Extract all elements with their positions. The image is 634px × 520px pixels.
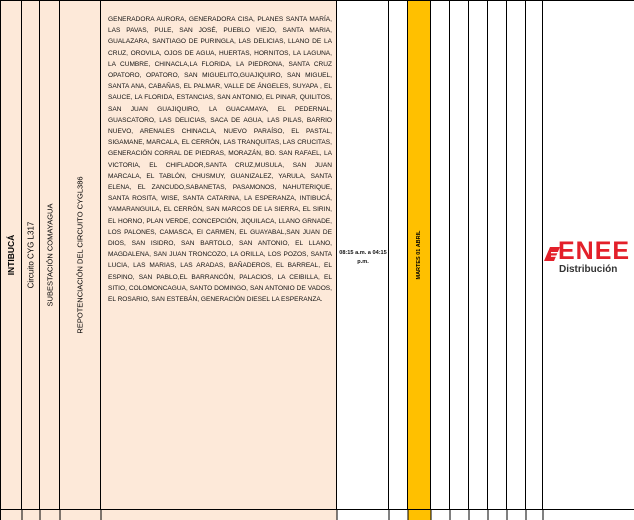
enee-logo <box>544 237 634 281</box>
day-label: MARTES 01 ABRIL <box>416 230 422 280</box>
substation-label: SUBESTACIÓN COMAYAGUA <box>45 203 54 307</box>
department-label: INTIBUCÁ <box>6 234 16 276</box>
circuit-label: Circuito CYG L317 <box>26 221 35 289</box>
blank-cell <box>488 0 507 510</box>
blank-cell <box>507 0 526 510</box>
schedule-text: 08:15 a.m. a 04:15 p.m. <box>339 250 387 265</box>
blank-cell <box>389 0 408 510</box>
department-cell <box>0 0 22 510</box>
work-reason-cell <box>60 0 101 510</box>
affected-areas-text: GENERADORA AURORA, GENERADORA CISA, PLANES SANTA MARÍA, LAS PAVAS, PULE, SAN JOSÉ, PUEBLO VIEJO, SANTA MARIA, GUALAZARA, SANTIAGO DE PURINGLA, LAS DELICIAS, LLANO DE LA CRUZ, OROVILA, OJOS DE AGUA, HUERTAS, HORNITOS, LA LAGUNA, LA CUMBRE, CHINACLA,LA FLORIDA, LA PIEDRONA, SANTA CRUZ OPATORO, OPATORO, SAN MIGUELITO,GUAJIQUIRO, SAN MIGUEL, SANTA ANA, CABAÑAS, EL PALMAR, VALLE DE ÁNGELES, SUYAPA , EL SAUCE, LA FLORIDA, ESTANCIAS, SAN ANTONIO, EL PINAR, QUILITOS, SAN JUAN GUAJIQUIRO, LA GUACAMAYA, EL PEDERNAL, GUASCATORO, LAS DELICIAS, SACA DE AGUA, LAS PILAS, BARRIO NUEVO, ARENALES CHINACLA, NUEVO PARAÍSO, EL PASTAL, SIGAMANE, MARCALA, EL CERRÓN, LAS TRANQUITAS, LAS CRUCITAS, GENERACIÓN CORRAL DE PIEDRAS, MORAZÁN, BO. SAN RAFAEL, LA VICTORIA, EL CHIFLADOR,SANTA CRUZ,MUSULA, SAN JUAN MARCALA, EL TABLÓN, CHUSMUY, GUANIZALEZ, YARULA, SANTA ELENA, EL ZANCUDO,SABANETAS, PASAMONOS, NAHUTERIQUE, SANTA ROSITA, WISE, SANTA CATARINA, LA ESPERANZA, INTIBUCÁ, YAMARANGUILA, EL CERRÓN, SAN MARCOS DE LA SIERRA, EL SIRIN, EL HORNO, PLAN VERDE, CONCEPCIÓN, JIQUILACA, LLANO GRNADE, LOS PALONES, CAMASCA, EI CARMEN, EL GUAYABAL,SAN JUAN DE DIOS, SAN ISIDRO, SAN BARTOLO, SAN ANTONIO, EL LLANO, MAGDALENA, SAN JUAN TRONCOZO, LA ORILLA, LOS POZOS, SANTA LUCIA, LAS MARIAS, LAS ARADAS, BAÑADEROS, EL BARREAL, EL ESPINO, SAN PABLO,EL BARRANCÓN, PALACIOS, LA CEIBILLA, EL SITIO, COLOMONCAGUA, SANTO DOMINGO, SAN ANTONIO DE VADOS, EL ROSARIO, SAN ESTEBÁN, GENERACIÓN DIESEL LA ESPERANZA. <box>108 16 332 304</box>
next-row-strip <box>0 510 634 520</box>
circuit-cell <box>22 0 40 510</box>
day-cell <box>408 0 431 510</box>
enee-logo-subtitle: Distribución <box>559 264 618 275</box>
work-reason-label: REPOTENCIACIÓN DEL CIRCUITO CYGL386 <box>75 176 85 334</box>
blank-cell <box>431 0 450 510</box>
blank-cell <box>450 0 469 510</box>
substation-cell <box>40 0 60 510</box>
blank-cell <box>526 0 543 510</box>
enee-logo-word: ENEE <box>558 237 631 265</box>
blank-cell <box>469 0 488 510</box>
